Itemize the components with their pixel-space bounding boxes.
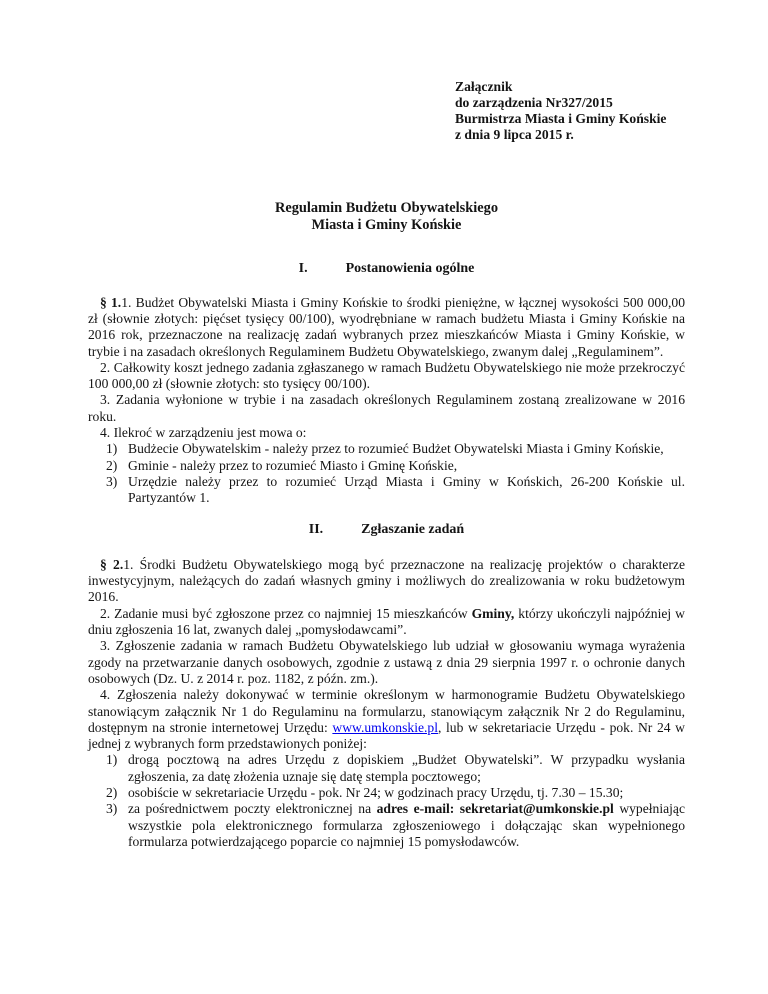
- section-2-list: [88, 752, 685, 850]
- document-title-line-2: Miasta i Gminy Końskie: [311, 217, 462, 234]
- section-1-title: Postanowienia ogólne: [345, 261, 475, 277]
- list-item-text: [128, 752, 685, 785]
- paragraph-text: , lub w sekretariacie Urzędu - pok. Nr 24 w jednej z wybranych form przedstawionych poniżej:: [88, 719, 686, 752]
- section-1-number: I.: [298, 261, 308, 277]
- list-item: [88, 752, 685, 785]
- paragraph-lead: § 2.: [100, 556, 124, 572]
- list-item-text: [128, 785, 685, 801]
- list-item-text: Urzędzie należy przez to rozumieć Urząd Miasta i Gminy w Końskich, 26-200 Końskie ul. Partyzantów 1.: [128, 473, 685, 506]
- section-1-paragraph-4: 4. Ilekroć w zarządzeniu jest mowa o:: [100, 425, 307, 441]
- list-item-text: Budżecie Obywatelskim - należy przez to rozumieć Budżet Obywatelski Miasta i Gminy Końskie,: [128, 441, 664, 457]
- section-1-paragraph-1: [88, 295, 685, 360]
- section-heading-2: [88, 522, 685, 538]
- list-item-number: 1): [106, 752, 118, 768]
- umkonskie-link[interactable]: www.umkonskie.pl: [332, 719, 438, 735]
- list-item: [88, 458, 685, 474]
- list-item-text: Gminie - należy przez to rozumieć Miasto i Gminę Końskie,: [128, 457, 458, 473]
- paragraph-text: 4. Zgłoszenia należy dokonywać w terminie określonym w harmonogramie Budżetu Obywatelskiego stanowiącym załącznik Nr 1 do Regulaminu na formularzu, stanowiącym załącznik Nr 2 do Regulaminu, dostępnym na stronie internetowej Urzędu:: [88, 687, 685, 735]
- paragraph-lead: § 1.: [100, 294, 122, 310]
- list-item: [88, 785, 685, 801]
- paragraph-text: za pośrednictwem poczty elektronicznej na: [128, 801, 377, 817]
- attachment-note-line-3: Burmistrza Miasta i Gminy Końskie: [455, 111, 667, 127]
- paragraph-text: drogą pocztową na adres Urzędu z dopiskiem „Budżet Obywatelski”. W przypadku wysłania zgłoszenia, za datę złożenia uznaje się datę stempla pocztowego;: [128, 752, 685, 784]
- section-1-paragraph-3: 3. Zadania wyłonione w trybie i na zasadach określonych Regulaminem zostaną zrealizowane w 2016 roku.: [88, 392, 685, 424]
- list-item: [88, 474, 685, 507]
- document-title: [88, 200, 685, 234]
- section-2-number: II.: [308, 521, 324, 537]
- section-2-paragraph-3: 3. Zgłoszenie zadania w ramach Budżetu Obywatelskiego lub udział w głosowaniu wymaga wyrażenia zgody na przetwarzanie danych osobowych, zgodnie z ustawą z dnia 29 sierpnia 1997 r. o ochronie danych osobowych (Dz. U. z 2014 r. poz. 1182, z późn. zm.).: [88, 638, 685, 686]
- list-item-text: [128, 801, 685, 850]
- bold-run: adres e-mail: sekretariat@umkonskie.pl: [376, 801, 614, 817]
- list-item: [88, 801, 685, 850]
- document-title-line-1: Regulamin Budżetu Obywatelskiego: [274, 200, 499, 217]
- paragraph-text: którzy ukończyli najpóźniej w dniu zgłoszenia 16 lat, zwanych dalej „pomysłodawcami”.: [88, 605, 685, 638]
- section-1-list: [88, 441, 685, 506]
- attachment-note-line-2: do zarządzenia Nr327/2015: [455, 95, 613, 111]
- paragraph-text: osobiście w sekretariacie Urzędu - pok. Nr 24; w godzinach pracy Urzędu, tj. 7.30 – 15.30;: [128, 784, 624, 800]
- list-item-number: 3): [106, 473, 118, 489]
- paragraph-text: 1. Środki Budżetu Obywatelskiego mogą być przeznaczone na realizację projektów o charakterze inwestycyjnym, należących do zadań własnych gminy i możliwych do zrealizowania w roku budżetowym 2016.: [88, 556, 685, 605]
- attachment-note-line-1: Załącznik: [455, 79, 513, 94]
- attachment-note: [455, 79, 685, 143]
- list-item-number: 3): [106, 801, 118, 817]
- section-2-title: Zgłaszanie zadań: [361, 521, 465, 537]
- list-item-number: 2): [106, 784, 118, 800]
- list-item-number: 2): [106, 457, 118, 473]
- section-2-paragraph-4: [88, 687, 685, 752]
- section-1-paragraph-2: 2. Całkowity koszt jednego zadania zgłaszanego w ramach Budżetu Obywatelskiego nie może przekroczyć 100 000,00 zł (słownie złotych: sto tysięcy 00/100).: [88, 359, 685, 392]
- paragraph-text: 1. Budżet Obywatelski Miasta i Gminy Końskie to środki pieniężne, w łącznej wysokości 500 000,00 zł (słownie złotych: pięćset tysięcy 00/100), wyodrębniane w ramach budżetu Miasta i Gminy Końskie na 2016 rok, przeznaczone na realizację zadań wybranych przez mieszkańców Miasta i Gminy Końskie, w trybie i na zasadach określonych Regulaminem Budżetu Obywatelskiego, zwanym dalej „Regulaminem”.: [88, 294, 686, 359]
- section-2-paragraph-1: [88, 557, 685, 606]
- list-item: [88, 441, 685, 457]
- bold-run: Gminy,: [471, 605, 515, 621]
- section-2-paragraph-2: [88, 606, 685, 639]
- list-item-number: 1): [106, 441, 118, 457]
- paragraph-text: wypełniając wszystkie pola elektronicznego formularza zgłoszeniowego i dołączając skan wypełnionego formularza potwierdzającego poparcie co najmniej 15 pomysłodawców.: [128, 801, 685, 849]
- attachment-note-line-4: z dnia 9 lipca 2015 r.: [455, 127, 574, 143]
- paragraph-text: 2. Zadanie musi być zgłoszone przez co najmniej 15 mieszkańców: [100, 605, 472, 621]
- section-heading-1: [88, 261, 685, 277]
